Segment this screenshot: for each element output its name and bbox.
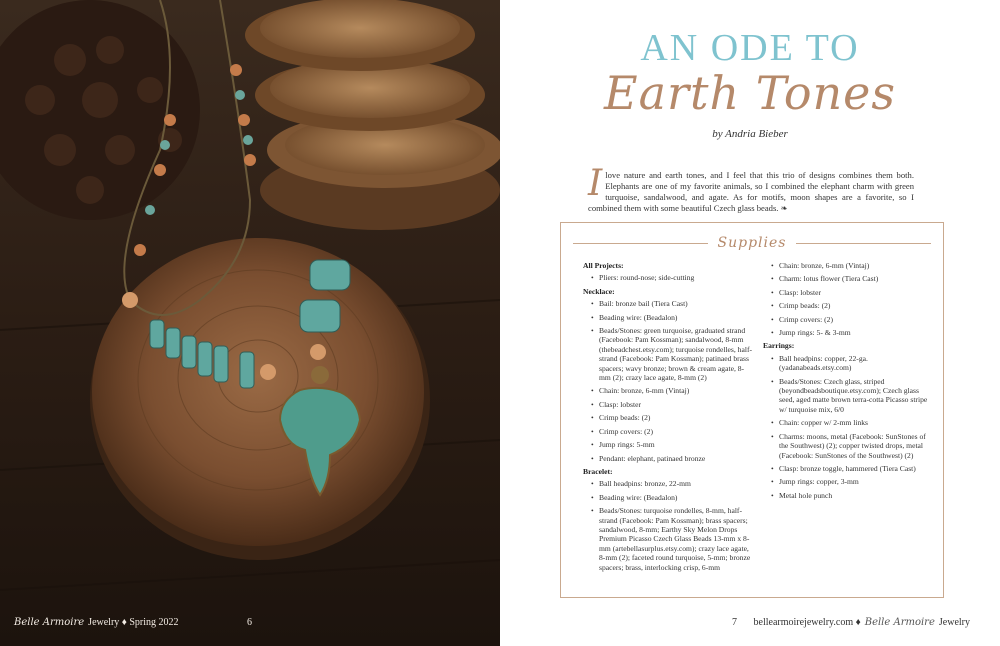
- footer-right: [754, 617, 970, 628]
- supplies-box: [560, 222, 944, 598]
- footer-url: bellearmoirejewelry.com ♦: [753, 617, 861, 628]
- supplies-section-heading: Necklace:: [583, 286, 615, 296]
- divider: [796, 243, 931, 244]
- supply-item: • Crimp beads: (2): [583, 413, 755, 422]
- article-page: [500, 0, 1000, 646]
- supply-item: • Chain: copper w/ 2-mm links: [763, 418, 933, 427]
- supplies-column-1: [583, 261, 755, 576]
- supplies-header: [573, 233, 931, 253]
- supply-item: • Jump rings: 5- & 3-mm: [763, 328, 933, 337]
- supply-item: • Jump rings: 5-mm: [583, 440, 755, 449]
- supply-item: • Beads/Stones: Czech glass, striped (beyondbeadsboutique.etsy.com); Czech glass seed, aged matte brown terra-cotta Picasso stripe w/ turquoise mix, 6/0: [763, 377, 933, 415]
- page-number-left: 6: [247, 617, 252, 628]
- intro-text: love nature and earth tones, and I feel that this trio of designs combines them both. Elephants are one of my favorite animals, so I combined the elephant charm with green turquoise, sandalwood, and agate. As for motifs, moon shapes are a favorite, so I combined them with some beautiful Czech glass beads. ❧: [588, 170, 914, 213]
- supply-item: • Crimp covers: (2): [583, 427, 755, 436]
- supply-item: • Beads/Stones: turquoise rondelles, 8-mm, half-strand (Facebook: Pam Kossman); brass spacers; sandalwood, 8-mm; Earthy Sky Melon Drops Premium Picasso Czech Glass Beads 13-mm x 8-mm (artebellasurplus.etsy.com); crazy lace agate, 8-mm (2); faceted round turquoise, 5-mm; bronze spacers; brass, interlocking crisp, 6-mm: [583, 506, 755, 572]
- intro-paragraph: [588, 163, 914, 214]
- supply-item: • Ball headpins: bronze, 22-mm: [583, 479, 755, 488]
- supply-item: • Crimp beads: (2): [763, 301, 933, 310]
- drop-cap: I: [588, 163, 603, 204]
- supplies-column-2: [763, 261, 933, 504]
- supply-item: • Beads/Stones: green turquoise, graduated strand (Facebook: Pam Kossman); sandalwood, 8-mm (thebeadchest.etsy.com); turquoise rondelles, half-strand (Facebook: Pam Kossman); patinaed brass spacers; wavy bronze; brown & cream agate, 8-mm (2); crazy lace agate, 8-mm (2): [583, 326, 755, 382]
- supply-item: • Jump rings: copper, 3-mm: [763, 477, 933, 486]
- supply-item: • Chain: bronze, 6-mm (Vintaj): [763, 261, 933, 270]
- page-number-right: 7: [732, 617, 737, 628]
- supply-item: • Beading wire: (Beadalon): [583, 493, 755, 502]
- supply-item: • Ball headpins: copper, 22-ga. (yadanabeads.etsy.com): [763, 354, 933, 373]
- footer-issue: Jewelry ♦ Spring 2022: [88, 617, 179, 628]
- supplies-section-heading: Earrings:: [763, 341, 795, 351]
- supply-item: • Chain: bronze, 6-mm (Vintaj): [583, 386, 755, 395]
- supply-item: • Metal hole punch: [763, 491, 933, 500]
- supply-item: • Clasp: lobster: [763, 288, 933, 297]
- supply-item: • Beading wire: (Beadalon): [583, 313, 755, 322]
- supply-item: • Pliers: round-nose; side-cutting: [583, 273, 755, 282]
- supply-item: • Clasp: bronze toggle, hammered (Tiera Cast): [763, 464, 933, 473]
- byline: by Andria Bieber: [712, 128, 788, 140]
- supply-item: • Charms: moons, metal (Facebook: SunStones of the Southwest) (2); copper twisted drops, metal (Facebook: SunStones of the Southwest) (2): [763, 432, 933, 460]
- supply-item: • Bail: bronze bail (Tiera Cast): [583, 299, 755, 308]
- supply-item: • Clasp: lobster: [583, 400, 755, 409]
- footer-left: [14, 617, 179, 628]
- footer-brand: Belle Armoire: [864, 617, 935, 628]
- supply-item: • Crimp covers: (2): [763, 315, 933, 324]
- supplies-heading: Supplies: [717, 235, 787, 251]
- footer-brand: Belle Armoire: [14, 617, 85, 628]
- supplies-section-heading: Bracelet:: [583, 466, 613, 476]
- footer-brand-suffix: Jewelry: [938, 617, 970, 628]
- supplies-section-heading: All Projects:: [583, 261, 624, 270]
- divider: [573, 243, 708, 244]
- title-line-1: AN ODE TO: [640, 27, 860, 69]
- supply-item: • Pendant: elephant, patinaed bronze: [583, 454, 755, 463]
- title-line-2: Earth Tones: [604, 66, 896, 120]
- supply-item: • Charm: lotus flower (Tiera Cast): [763, 274, 933, 283]
